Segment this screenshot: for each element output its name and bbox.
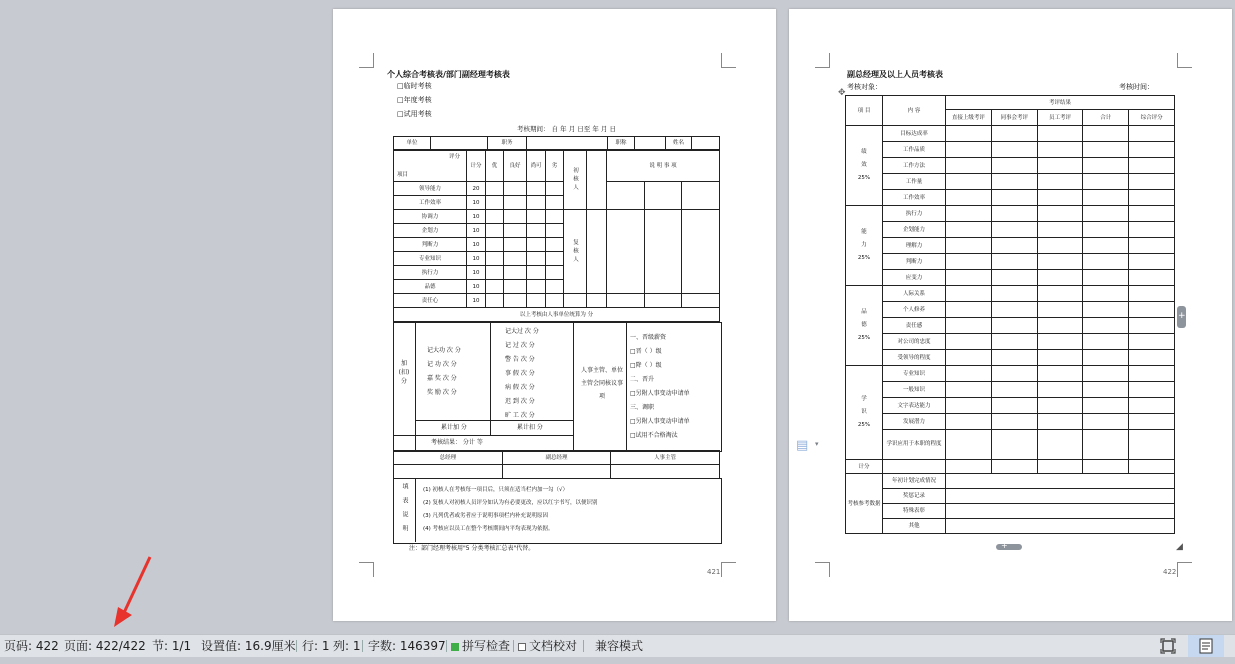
score-cell[interactable]	[1129, 398, 1175, 414]
score-cell[interactable]	[1129, 158, 1175, 174]
score-cell[interactable]	[1083, 142, 1129, 158]
crop-mark	[815, 562, 830, 577]
criterion-cell: 发展潜力	[883, 414, 946, 430]
note-2: (2) 复核人对初核人员评分如认为有必要更改，应以红字书写，以便识别	[423, 500, 598, 506]
page-view-icon	[1188, 635, 1224, 657]
score-cell[interactable]	[1037, 238, 1083, 254]
time-label: 考核时间：	[1119, 83, 1154, 91]
criterion-cell: 企划能力	[883, 222, 946, 238]
footnote: 注：部门经理考核用"5 分类考核汇总表"代替。	[409, 545, 535, 552]
subject-label: 考核对象：	[847, 83, 882, 91]
criterion-cell: 对公司的忠度	[883, 334, 946, 350]
word-count[interactable]: 字数: 146397	[368, 639, 446, 653]
score-cell[interactable]	[946, 382, 992, 398]
criterion-cell: 责任感	[883, 318, 946, 334]
score-cell[interactable]	[1037, 190, 1083, 206]
score-cell[interactable]	[991, 158, 1037, 174]
penalty-5: 病 假 次 分	[505, 384, 535, 391]
penalty-4: 事 假 次 分	[505, 370, 535, 377]
penalty-2: 记 过 次 分	[505, 342, 535, 349]
score-cell[interactable]	[1037, 398, 1083, 414]
reward-3: 嘉 奖 次 分	[427, 375, 457, 382]
score-cell[interactable]	[946, 430, 992, 460]
page-indicator[interactable]: 页面: 422/422	[64, 639, 146, 653]
criterion-cell: 应变力	[883, 270, 946, 286]
section-indicator[interactable]: 节: 1/1	[152, 639, 192, 653]
crop-mark	[815, 53, 830, 68]
score-cell[interactable]	[1083, 398, 1129, 414]
criterion-cell: 工作方法	[883, 158, 946, 174]
score-cell[interactable]	[991, 334, 1037, 350]
score-table: 评分 项目 计分 优 良好 尚可 劣 初核人 说 明 事 项 领导能力 20 工作效率 10 协调力 10 复核人 企划力 10 判断力 10 专业知识 10 执行力 10 品德 10 责任心 10 以上考核由人事单位统算为 分	[393, 150, 720, 322]
group-label: 绩效 25%	[846, 126, 883, 206]
score-cell[interactable]	[946, 334, 992, 350]
crop-mark	[721, 53, 736, 68]
criterion-cell: 学识应用于本职的程度	[883, 430, 946, 460]
criterion-cell: 工作效率	[883, 190, 946, 206]
note-1: (1) 初核人在考核每一项目后，只须在适当栏内加一勾（√）	[423, 487, 569, 493]
score-cell[interactable]	[1129, 350, 1175, 366]
score-cell[interactable]	[946, 286, 992, 302]
criterion-cell: 文字表达能力	[883, 398, 946, 414]
score-cell[interactable]	[946, 222, 992, 238]
plus-icon: +	[1178, 311, 1186, 321]
score-cell[interactable]	[1083, 174, 1129, 190]
accum-add: 累计加 分	[441, 424, 467, 431]
resize-handle-icon[interactable]: ◢	[1176, 542, 1183, 552]
score-cell[interactable]	[1037, 286, 1083, 302]
score-cell[interactable]	[1083, 350, 1129, 366]
score-cell[interactable]	[1129, 414, 1175, 430]
score-cell[interactable]	[1129, 142, 1175, 158]
doc-check-toggle[interactable]: 文档校对	[518, 635, 577, 657]
score-cell[interactable]	[1037, 302, 1083, 318]
score-cell[interactable]	[1083, 366, 1129, 382]
score-cell[interactable]	[1083, 206, 1129, 222]
score-cell[interactable]	[991, 174, 1037, 190]
score-cell[interactable]	[991, 430, 1037, 460]
score-cell[interactable]	[946, 318, 992, 334]
score-cell[interactable]	[946, 270, 992, 286]
decision-4: 二、晋升	[630, 376, 655, 383]
score-cell[interactable]	[991, 350, 1037, 366]
checkbox-icon	[518, 643, 526, 651]
score-cell[interactable]	[1037, 334, 1083, 350]
header-row: 单位 职务 职称 姓名	[393, 136, 720, 150]
crop-mark	[1177, 562, 1192, 577]
score-cell[interactable]	[1129, 206, 1175, 222]
note-4: (4) 考核应以员工在整个考核期间内平均表现为依据。	[423, 526, 554, 532]
evaluation-table: 项 目 内 容 考评结果 直接上级考评 同事会考评 员工考评 合计 综合评分 绩效 25% 目标达成率 工作品质 工作方法 工作量 工作效率 能力 25% 执行力 企划能力 理解力 判断力 应变力 品德 25% 人际关系 个人修养 责任感 对公司的忠度 受领导的程度 学识 25% 专业知识 一般知识 文字表达能力 发展潜力 学识应用于本职的程度 计分 考核参考数据 年初计划完成情况 奖惩记录 特殊表彰 其他	[845, 95, 1175, 534]
score-cell[interactable]	[1083, 270, 1129, 286]
score-cell[interactable]	[1083, 254, 1129, 270]
score-cell[interactable]	[1129, 382, 1175, 398]
crop-mark	[721, 562, 736, 577]
score-cell[interactable]	[946, 238, 992, 254]
chevron-down-icon[interactable]: ▾	[815, 440, 819, 448]
hr-note: 人事主管、单位主管会同核议事项	[580, 367, 623, 400]
penalty-1: 记大过 次 分	[505, 328, 539, 335]
score-cell[interactable]	[1037, 126, 1083, 142]
score-cell[interactable]	[1083, 382, 1129, 398]
result-line: 考核结果： 分计 等	[431, 439, 483, 446]
group-label: 学识 25%	[846, 366, 883, 460]
decision-8: □试用不合格淘汰	[630, 432, 678, 439]
score-cell[interactable]	[991, 302, 1037, 318]
score-cell[interactable]	[1037, 174, 1083, 190]
score-cell[interactable]	[1083, 238, 1129, 254]
score-cell[interactable]	[1129, 238, 1175, 254]
score-cell[interactable]	[946, 254, 992, 270]
check-icon	[451, 643, 459, 651]
status-bar	[0, 634, 1235, 657]
score-cell[interactable]	[1037, 142, 1083, 158]
page-number: 421	[707, 568, 721, 576]
score-cell[interactable]	[946, 190, 992, 206]
decision-5: □另附人事变动申请单	[630, 390, 690, 397]
score-cell[interactable]	[946, 366, 992, 382]
score-cell[interactable]	[946, 414, 992, 430]
score-cell[interactable]	[1129, 126, 1175, 142]
penalty-3: 警 告 次 分	[505, 356, 535, 363]
criterion-cell: 一般知识	[883, 382, 946, 398]
score-cell[interactable]	[991, 254, 1037, 270]
score-cell[interactable]	[991, 206, 1037, 222]
spell-check-toggle[interactable]: 拼写检查	[451, 635, 510, 657]
page-number: 422	[1163, 568, 1177, 576]
criterion-cell: 判断力	[883, 254, 946, 270]
score-cell[interactable]	[991, 398, 1037, 414]
score-cell[interactable]	[1037, 222, 1083, 238]
add-label: 加(扣)分	[398, 360, 410, 385]
criterion-cell: 理解力	[883, 238, 946, 254]
score-cell[interactable]	[1129, 270, 1175, 286]
score-cell[interactable]	[1037, 158, 1083, 174]
page-title: 个人综合考核表/部门副经理考核表	[387, 70, 510, 79]
crop-mark	[359, 53, 374, 68]
red-arrow-annotation	[110, 555, 154, 629]
penalty-6: 迟 到 次 分	[505, 398, 535, 405]
score-cell[interactable]	[1037, 414, 1083, 430]
reward-4: 奖 励 次 分	[427, 389, 457, 396]
score-cell[interactable]	[946, 302, 992, 318]
reward-1: 记大功 次 分	[427, 347, 461, 354]
score-cell[interactable]	[1083, 126, 1129, 142]
score-cell[interactable]	[991, 286, 1037, 302]
score-cell[interactable]	[1083, 430, 1129, 460]
score-cell[interactable]	[946, 126, 992, 142]
option-year: □年度考核	[397, 96, 432, 104]
score-cell[interactable]	[946, 158, 992, 174]
score-cell[interactable]	[1129, 318, 1175, 334]
score-cell[interactable]	[991, 382, 1037, 398]
score-cell[interactable]	[1129, 302, 1175, 318]
criterion-cell: 工作量	[883, 174, 946, 190]
score-cell[interactable]	[1037, 206, 1083, 222]
score-cell[interactable]	[1083, 190, 1129, 206]
score-cell[interactable]	[1083, 286, 1129, 302]
document-page-422[interactable]	[789, 9, 1232, 621]
score-cell[interactable]	[991, 270, 1037, 286]
fill-label: 填表说明	[401, 483, 408, 539]
table-move-icon[interactable]: ✥	[838, 88, 846, 98]
score-cell[interactable]	[1037, 318, 1083, 334]
page-view-button[interactable]	[1188, 635, 1224, 657]
page-title: 副总经理及以上人员考核表	[847, 70, 943, 79]
score-cell[interactable]	[1129, 366, 1175, 382]
score-cell[interactable]	[1083, 158, 1129, 174]
criterion-cell: 目标达成率	[883, 126, 946, 142]
score-cell[interactable]	[1129, 190, 1175, 206]
score-cell[interactable]	[1129, 222, 1175, 238]
decision-3: □降（ ）级	[630, 362, 662, 369]
score-cell[interactable]	[1083, 318, 1129, 334]
setting-value[interactable]: 设置值: 16.9厘米	[201, 639, 296, 653]
fullscreen-icon[interactable]	[1160, 638, 1176, 661]
decision-1: 一、晋级薪资	[630, 334, 667, 341]
score-cell[interactable]	[946, 350, 992, 366]
decision-7: □另附人事变动申请单	[630, 418, 690, 425]
note-3: (3) 凡列优者或劣者应于说明事项栏内补充说明原因	[423, 513, 549, 519]
accum-sub: 累计扣 分	[517, 424, 543, 431]
plus-icon: +	[1001, 541, 1008, 550]
criterion-cell: 专业知识	[883, 366, 946, 382]
score-cell[interactable]	[991, 318, 1037, 334]
row-indicator[interactable]: 行: 1	[302, 639, 330, 653]
group-label: 品德 25%	[846, 286, 883, 366]
score-cell[interactable]	[1083, 414, 1129, 430]
score-cell[interactable]	[1083, 302, 1129, 318]
criterion-cell: 执行力	[883, 206, 946, 222]
paste-options-icon[interactable]: ▤	[796, 438, 809, 453]
add-row-handle[interactable]	[996, 544, 1022, 550]
document-page-421[interactable]	[333, 9, 776, 621]
score-cell[interactable]	[991, 190, 1037, 206]
score-cell[interactable]	[1129, 334, 1175, 350]
score-cell[interactable]	[946, 398, 992, 414]
criterion-cell: 人际关系	[883, 286, 946, 302]
col-indicator[interactable]: 列: 1	[333, 639, 361, 653]
score-cell[interactable]	[1037, 254, 1083, 270]
option-temp: □临时考核	[397, 82, 432, 90]
crop-mark	[1177, 53, 1192, 68]
criterion-cell: 个人修养	[883, 302, 946, 318]
criterion-cell: 受领导的程度	[883, 350, 946, 366]
page-code[interactable]: 页码: 422	[4, 639, 59, 653]
score-cell[interactable]	[991, 126, 1037, 142]
score-cell[interactable]	[1129, 430, 1175, 460]
score-cell[interactable]	[1037, 366, 1083, 382]
score-cell[interactable]	[1129, 286, 1175, 302]
option-trial: □试用考核	[397, 110, 432, 118]
score-cell[interactable]	[1037, 382, 1083, 398]
score-cell[interactable]	[946, 142, 992, 158]
score-cell[interactable]	[991, 414, 1037, 430]
decision-6: 三、调职	[630, 404, 655, 411]
period-line: 考核期间： 自 年 月 日至 年 月 日	[517, 125, 616, 133]
crop-mark	[359, 562, 374, 577]
score-cell[interactable]	[1037, 350, 1083, 366]
decision-2: □晋（ ）级	[630, 348, 662, 355]
score-cell[interactable]	[1037, 270, 1083, 286]
penalty-7: 旷 工 次 分	[505, 412, 535, 419]
score-cell[interactable]	[946, 174, 992, 190]
score-cell[interactable]	[1083, 222, 1129, 238]
score-cell[interactable]	[946, 206, 992, 222]
group-label: 能力 25%	[846, 206, 883, 286]
score-cell[interactable]	[1037, 430, 1083, 460]
score-cell[interactable]	[1129, 254, 1175, 270]
criterion-cell: 工作品质	[883, 142, 946, 158]
reward-2: 记 功 次 分	[427, 361, 457, 368]
sign-table: 总经理 副总经理 人事主管	[393, 450, 720, 479]
compat-mode: 兼容模式	[595, 639, 644, 653]
score-cell[interactable]	[991, 142, 1037, 158]
score-cell[interactable]	[991, 238, 1037, 254]
score-cell[interactable]	[991, 222, 1037, 238]
score-cell[interactable]	[991, 366, 1037, 382]
score-cell[interactable]	[1129, 174, 1175, 190]
score-cell[interactable]	[1083, 334, 1129, 350]
